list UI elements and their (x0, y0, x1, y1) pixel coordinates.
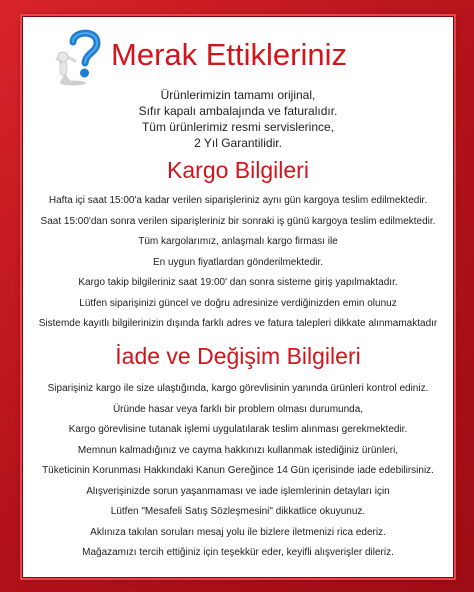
intro-line: Tüm ürünlerimiz resmi servislerince, (141, 120, 335, 134)
info-panel (22, 16, 454, 578)
list-item: Siparişiniz kargo ile size ulaştığında, kargo görevlisinin yanında ürünleri kontrol ediniz. (47, 383, 429, 394)
intro-line: Ürünlerimizin tamamı orijinal, (160, 88, 316, 102)
page-header (23, 23, 453, 85)
list-item: Kargo takip bilgileriniz saat 19:00' dan sonra sisteme giriş yapılmaktadır. (78, 277, 398, 288)
list-item: Saat 15:00'dan sonra verilen siparişleriniz bir sonraki iş günü kargoya teslim edilmektedir. (40, 215, 436, 227)
list-item: Alışverişinizde sorun yaşanmaması ve iade işlemlerinin detayları için (86, 485, 390, 497)
kargo-section-title: Kargo Bilgileri (167, 157, 309, 183)
question-mark-person-icon (53, 27, 103, 87)
list-item: Hafta içi saat 15:00'a kadar verilen siparişleriniz aynı gün kargoya teslim edilmektedir. (48, 195, 428, 206)
list-item: Tüm kargolarımız, anlaşmalı kargo firması ile (138, 236, 338, 247)
list-item: Aklınıza takılan soruları mesaj yolu ile bizlere iletmenizi rica ederiz. (90, 526, 386, 538)
list-item: Kargo görevlisine tutanak işlemi uygulatılarak teslim alınması gerekmektedir. (68, 424, 408, 435)
list-item: Lütfen siparişinizi güncel ve doğru adresinize verdiğinizden emin olunuz (79, 297, 397, 309)
list-item: Lütfen "Mesafeli Satış Sözleşmesini" dikkatlice okuyunuz. (110, 506, 366, 517)
kargo-info-list (23, 191, 453, 335)
list-item: Sistemde kayıtlı bilgilerinizin dışında farklı adres ve fatura talepleri dikkate alınmamaktadır (38, 318, 438, 329)
iade-info-list (23, 379, 453, 564)
list-item: Memnun kalmadığınız ve cayma hakkınızı kullanmak istediğiniz ürünleri, (77, 444, 399, 456)
list-item: Mağazamızı tercih ettiğiniz için teşekkür eder, keyifli alışverişler dileriz. (82, 547, 394, 558)
intro-text (23, 87, 453, 151)
page-title: Merak Ettikleriniz (111, 37, 347, 72)
list-item: En uygun fiyatlardan gönderilmektedir. (152, 256, 324, 268)
intro-line: 2 Yıl Garantilidir. (194, 136, 282, 150)
list-item: Üründe hasar veya farklı bir problem olması durumunda, (112, 403, 364, 415)
iade-section-title: İade ve Değişim Bilgileri (115, 343, 361, 369)
intro-line: Sıfır kapalı ambalajında ve faturalıdır. (138, 104, 338, 118)
list-item: Tüketicinin Korunması Hakkındaki Kanun Gereğince 14 Gün içerisinde iade edebilirsiniz. (42, 465, 434, 476)
